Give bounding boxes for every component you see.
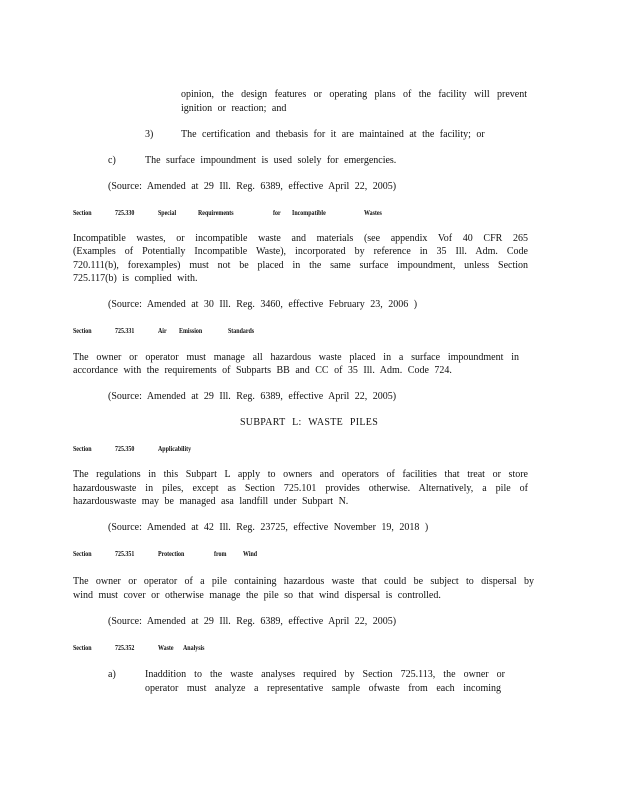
paragraph-line: hazardouswaste in piles, except as Section 725.101 provides otherwise. Alternatively, a pile of xyxy=(73,483,528,494)
section-title-word: Wastes xyxy=(364,209,382,217)
section-title-word: Applicability xyxy=(158,445,192,453)
paragraph-line: The regulations in this Subpart L apply to owners and operators of facilities that treat or store xyxy=(73,469,528,480)
section-label: Section xyxy=(73,644,92,652)
list-item-label: a) xyxy=(108,669,116,680)
section-title-word: Special xyxy=(158,209,177,217)
paragraph-line: (Examples of Potentially Incompatible Waste), incorporated by reference in 35 Ill. Adm. Code xyxy=(73,246,528,257)
section-label: Section xyxy=(73,209,92,217)
list-item-label: c) xyxy=(108,155,116,166)
paragraph-line: 720.111(b), forexamples) must not be placed in the same surface impoundment, unless Section xyxy=(73,260,528,271)
paragraph-line: Incompatible wastes, or incompatible waste and materials (see appendix Vof 40 CFR 265 xyxy=(73,233,528,244)
section-number: 725.330 xyxy=(115,209,135,217)
paragraph-line: hazardouswaste may be managed asa landfill under Subpart N. xyxy=(73,496,349,507)
source-note: (Source: Amended at 29 Ill. Reg. 6389, effective April 22, 2005) xyxy=(108,391,397,402)
section-number: 725.351 xyxy=(115,550,135,558)
section-title-word: Standards xyxy=(228,327,255,335)
list-item-text: The surface impoundment is used solely for emergencies. xyxy=(145,155,397,166)
paragraph-line: operator must analyze a representative sample ofwaste from each incoming xyxy=(145,683,501,694)
paragraph-line: The owner or operator must manage all hazardous waste placed in a surface impoundment in xyxy=(73,352,519,363)
paragraph-line: The owner or operator of a pile containing hazardous waste that could be subject to dispersal by xyxy=(73,576,534,587)
section-title-word: Emission xyxy=(179,327,203,335)
section-title-word: Incompatible xyxy=(292,209,326,217)
section-number: 725.350 xyxy=(115,445,135,453)
section-label: Section xyxy=(73,445,92,453)
subpart-heading: SUBPART L: WASTE PILES xyxy=(239,417,379,428)
section-title-word: Air xyxy=(158,327,167,335)
list-item-text: The certification and thebasis for it are maintained at the facility; or xyxy=(181,129,485,140)
section-title-word: Analysis xyxy=(183,644,205,652)
section-title-word: Wind xyxy=(243,550,258,558)
source-note: (Source: Amended at 42 Ill. Reg. 23725, effective November 19, 2018 ) xyxy=(108,522,429,533)
paragraph-line: 725.117(b) is complied with. xyxy=(73,273,198,284)
source-note: (Source: Amended at 29 Ill. Reg. 6389, effective April 22, 2005) xyxy=(108,616,397,627)
paragraph-line: Inaddition to the waste analyses required by Section 725.113, the owner or xyxy=(145,669,505,680)
section-title-word: Protection xyxy=(158,550,185,558)
list-item-label: 3) xyxy=(145,129,154,140)
section-title-word: from xyxy=(214,550,227,558)
section-label: Section xyxy=(73,550,92,558)
paragraph-line: ignition or reaction; and xyxy=(181,103,287,114)
section-number: 725.352 xyxy=(115,644,135,652)
section-title-word: for xyxy=(273,209,281,217)
source-note: (Source: Amended at 29 Ill. Reg. 6389, effective April 22, 2005) xyxy=(108,181,397,192)
section-label: Section xyxy=(73,327,92,335)
paragraph-line: opinion, the design features or operating plans of the facility will prevent xyxy=(181,89,527,100)
section-title-word: Requirements xyxy=(198,209,234,217)
section-number: 725.331 xyxy=(115,327,135,335)
paragraph-line: wind must cover or otherwise manage the pile so that wind dispersal is controlled. xyxy=(73,590,441,601)
source-note: (Source: Amended at 30 Ill. Reg. 3460, effective February 23, 2006 ) xyxy=(108,299,418,310)
section-title-word: Waste xyxy=(158,644,174,652)
paragraph-line: accordance with the requirements of Subparts BB and CC of 35 Ill. Adm. Code 724. xyxy=(73,365,452,376)
